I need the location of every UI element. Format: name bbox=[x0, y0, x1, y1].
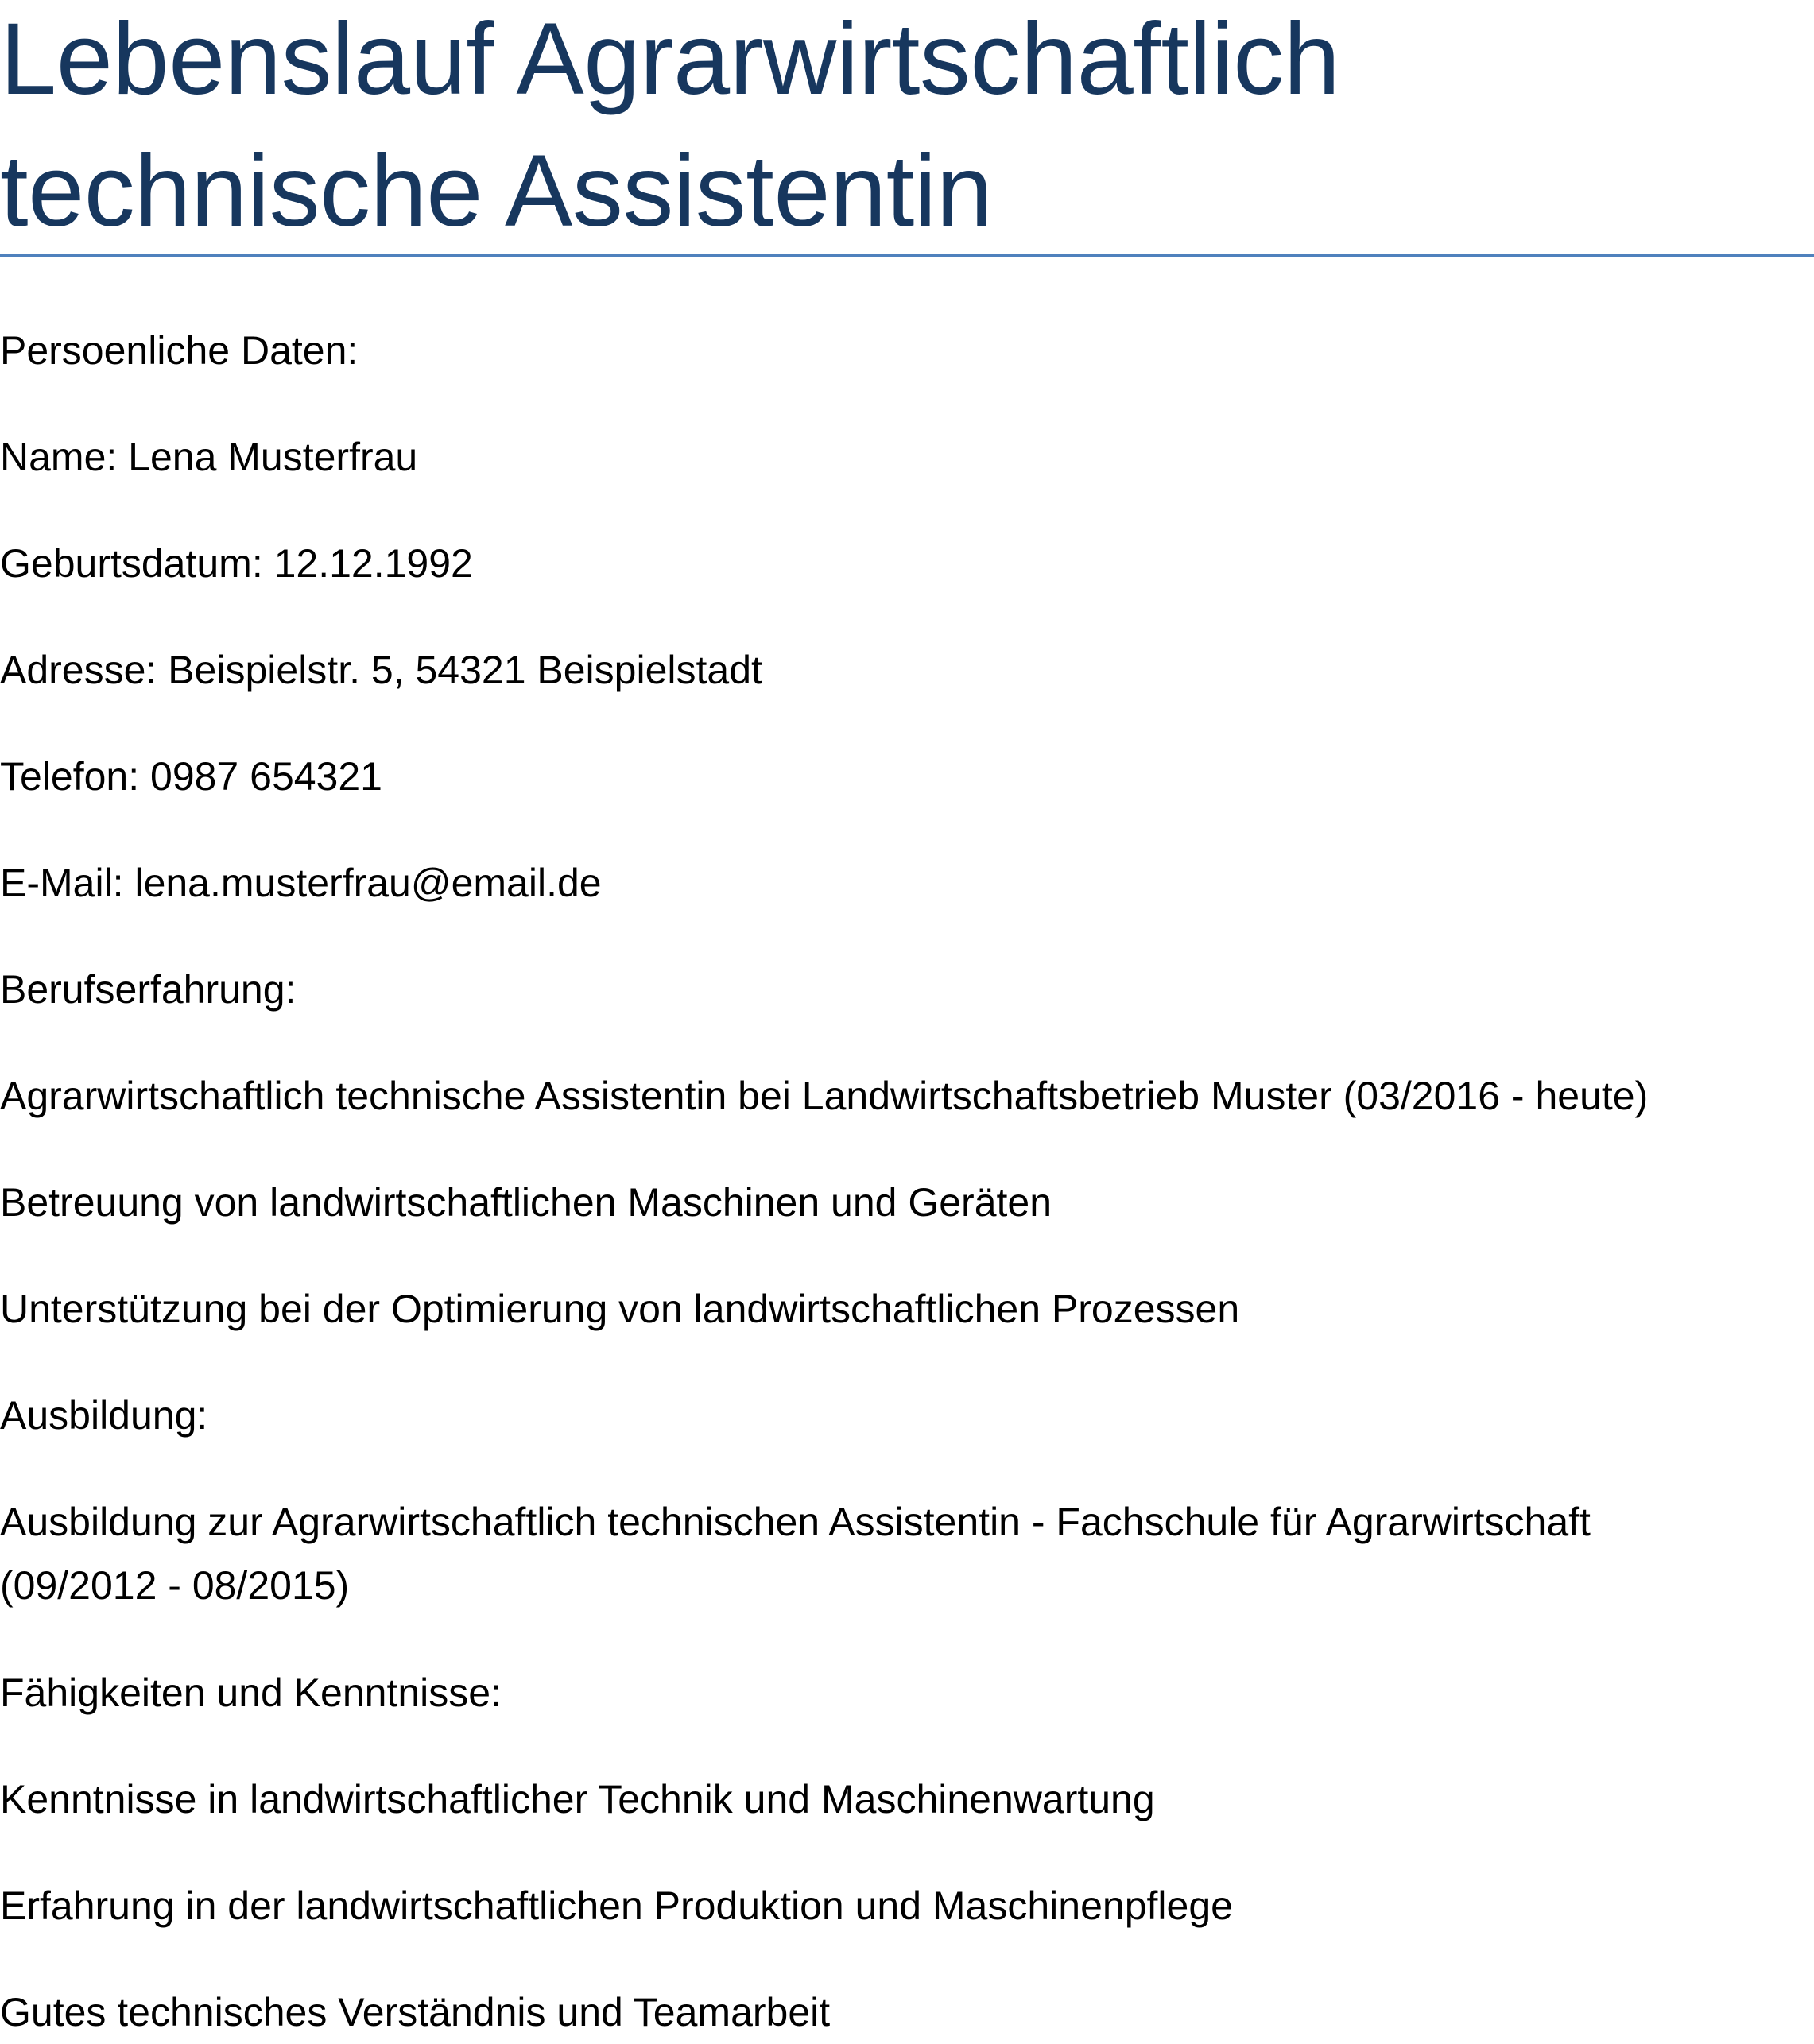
title-divider bbox=[0, 254, 1814, 257]
experience-heading: Berufserfahrung: bbox=[0, 967, 297, 1012]
phone-line: Telefon: 0987 654321 bbox=[0, 754, 382, 799]
skill-item: Erfahrung in der landwirtschaftlichen Produktion und Maschinenpflege bbox=[0, 1883, 1233, 1928]
experience-task: Betreuung von landwirtschaftlichen Maschinen und Geräten bbox=[0, 1180, 1052, 1225]
skill-item: Gutes technisches Verständnis und Teamarbeit bbox=[0, 1990, 831, 2034]
experience-position: Agrarwirtschaftlich technische Assistentin bei Landwirtschaftsbetrieb Muster (03/2016 - heute) bbox=[0, 1074, 1649, 1118]
skill-item: Kenntnisse in landwirtschaftlicher Technik und Maschinenwartung bbox=[0, 1777, 1155, 1821]
education-heading: Ausbildung: bbox=[0, 1393, 208, 1438]
experience-task: Unterstützung bei der Optimierung von landwirtschaftlichen Prozessen bbox=[0, 1287, 1240, 1331]
document-title: Lebenslauf Agrarwirtschaftlich technische Assistentin bbox=[0, 2, 1340, 248]
birthdate-line: Geburtsdatum: 12.12.1992 bbox=[0, 541, 473, 586]
address-line: Adresse: Beispielstr. 5, 54321 Beispielstadt bbox=[0, 648, 762, 692]
skills-heading: Fähigkeiten und Kenntnisse: bbox=[0, 1670, 502, 1715]
personal-data-heading: Persoenliche Daten: bbox=[0, 328, 359, 373]
email-line: E-Mail: lena.musterfrau@email.de bbox=[0, 861, 602, 905]
education-entry: Ausbildung zur Agrarwirtschaftlich technischen Assistentin - Fachschule für Agrarwirtschaft (09/2012 - 08/2015) bbox=[0, 1500, 1591, 1608]
name-line: Name: Lena Musterfrau bbox=[0, 435, 418, 479]
